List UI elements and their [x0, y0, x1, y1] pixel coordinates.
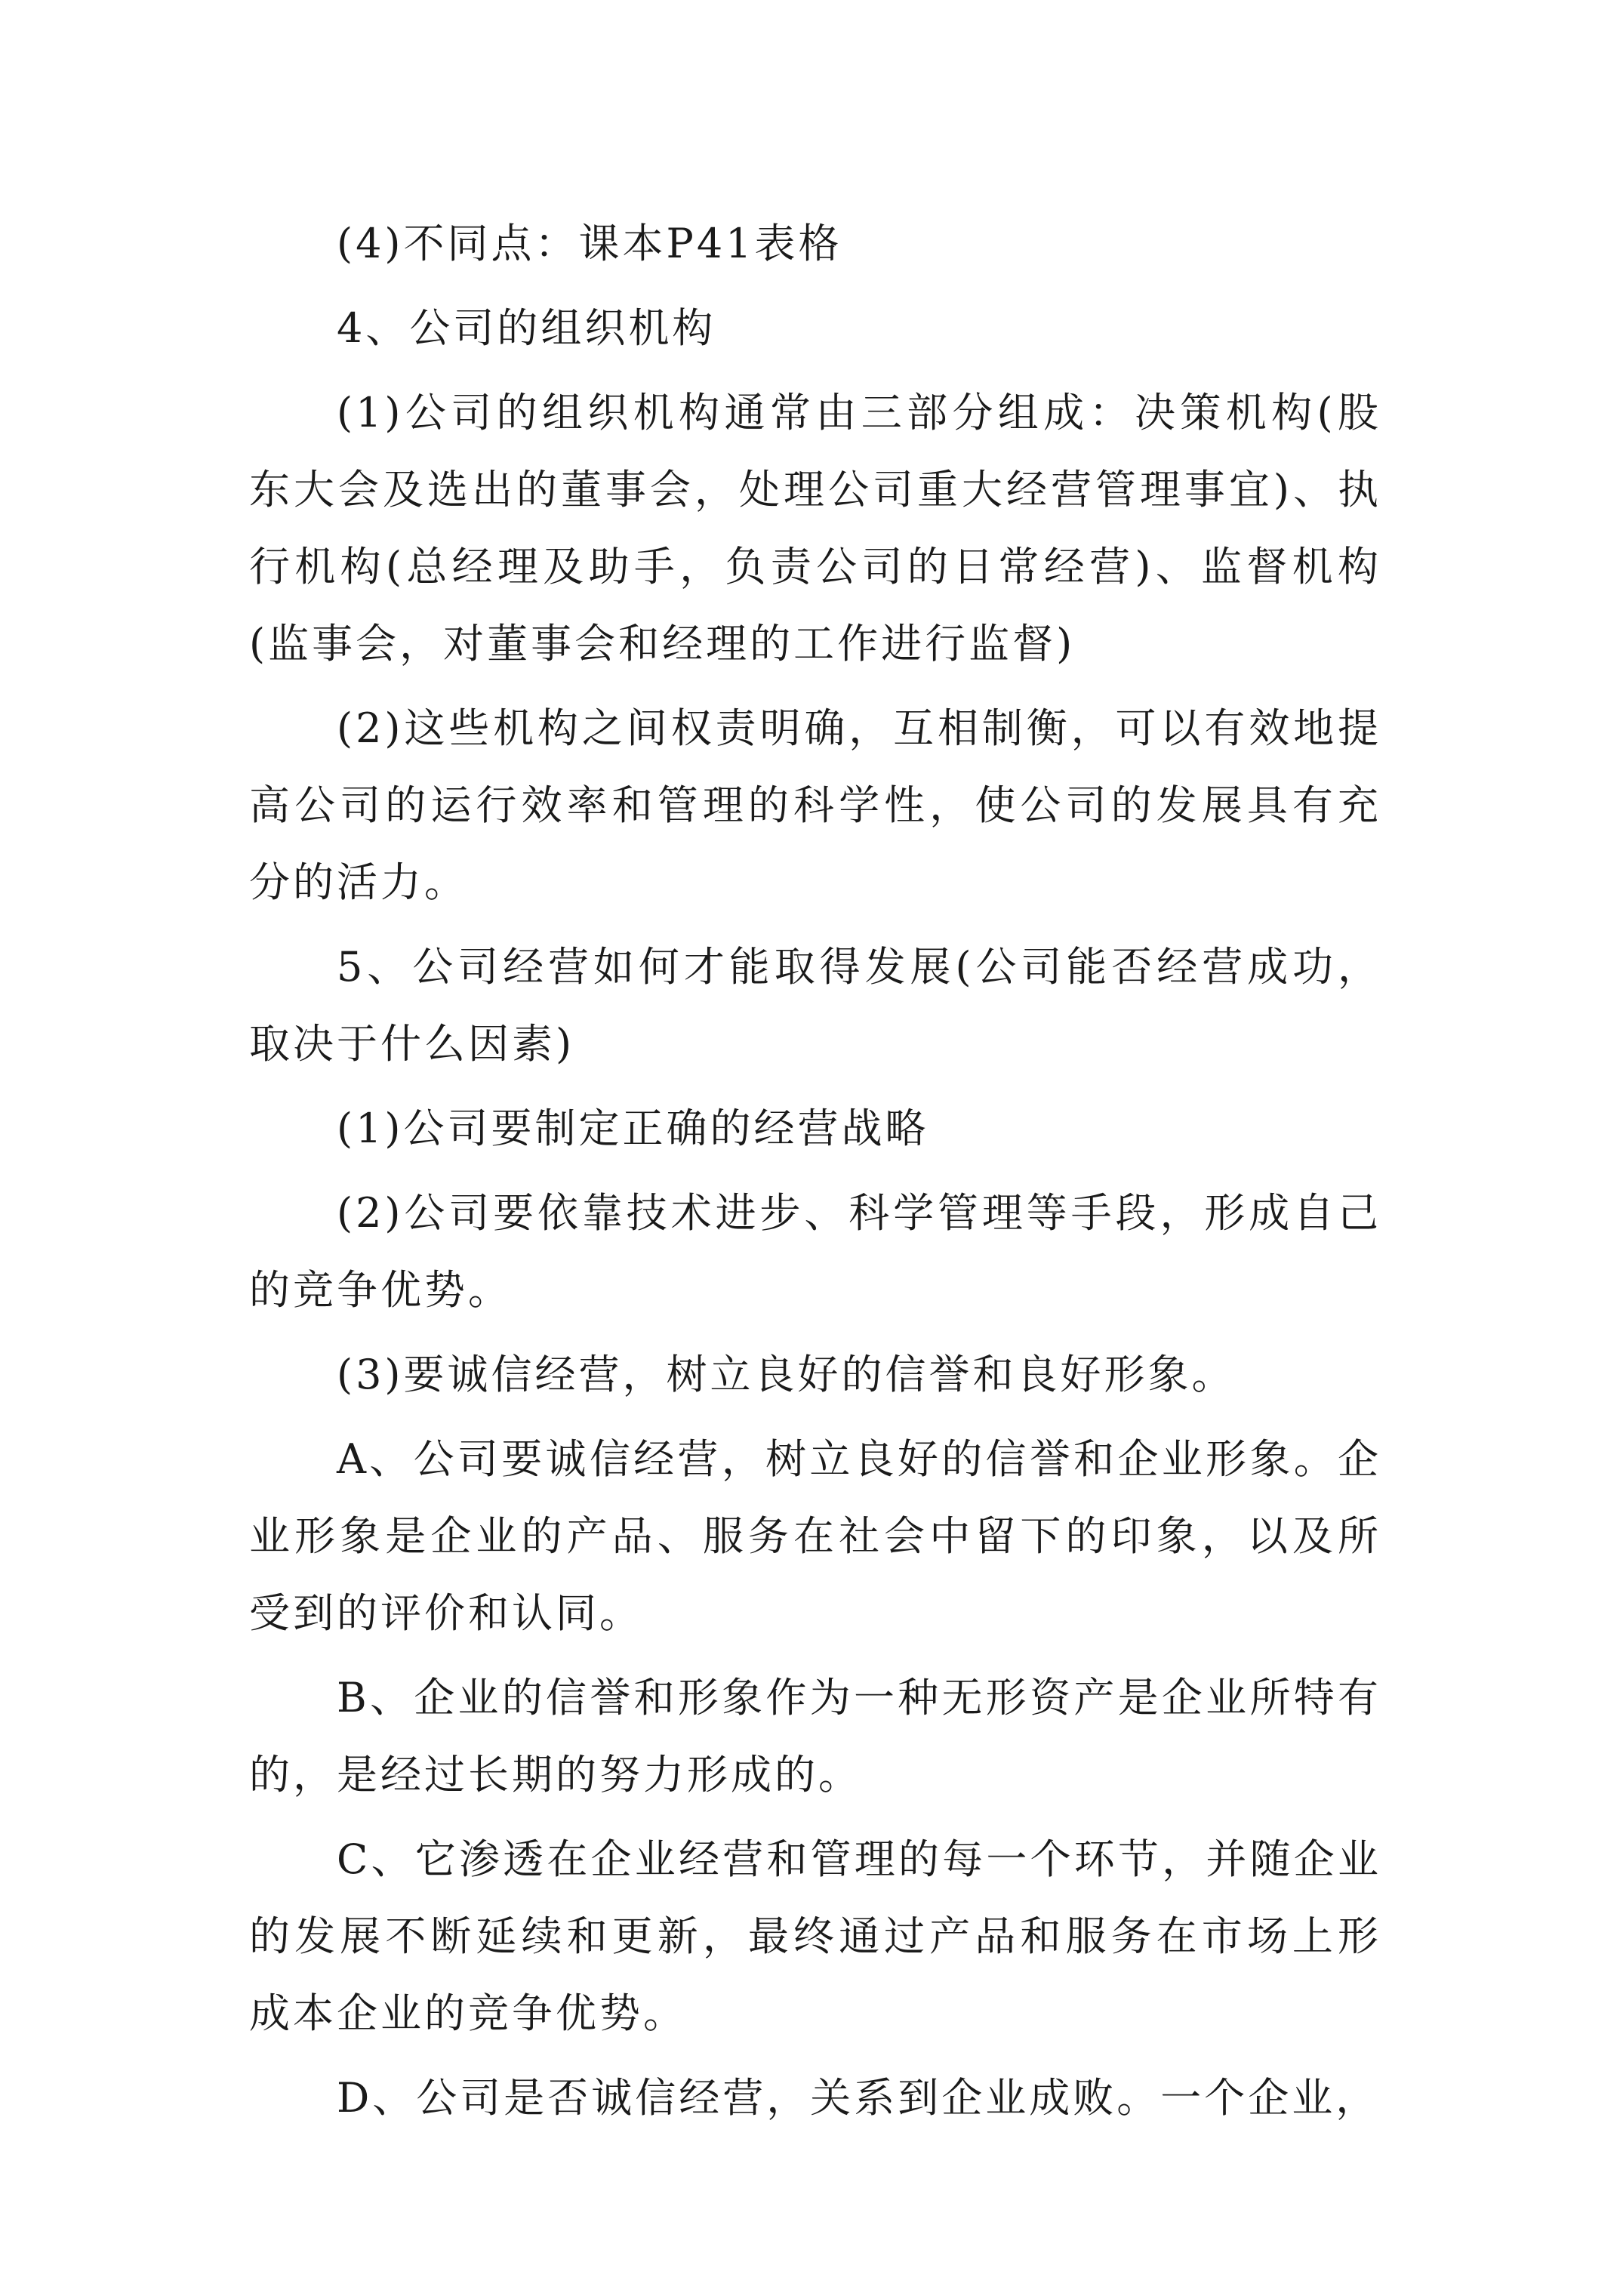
heading-company-development: 5、公司经营如何才能取得发展(公司能否经营成功，取决于什么因素): [249, 943, 1381, 1068]
paragraph-strategy: (1)公司要制定正确的经营战略: [337, 1105, 929, 1152]
paragraph-competitive-advantage: (2)公司要依靠技术进步、科学管理等手段，形成自己的竞争优势。: [249, 1189, 1381, 1314]
paragraph-c-penetration: C、它渗透在企业经营和管理的每一个环节，并随企业的发展不断延续和更新，最终通过产品和服务在市场上形成本企业的竞争优势。: [249, 1835, 1381, 2037]
paragraph-checks-balances: (2)这些机构之间权责明确，互相制衡，可以有效地提高公司的运行效率和管理的科学性，使公司的发展具有充分的活力。: [249, 704, 1381, 906]
paragraph-b-intangible-asset: B、企业的信誉和形象作为一种无形资产是企业所特有的，是经过长期的努力形成的。: [249, 1674, 1381, 1798]
paragraph-4-difference: (4)不同点：课本P41表格: [337, 220, 842, 267]
paragraph-integrity: (3)要诚信经营，树立良好的信誉和良好形象。: [337, 1351, 1236, 1398]
paragraph-organization-structure: (1)公司的组织机构通常由三部分组成：决策机构(股东大会及选出的董事会，处理公司重大经营管理事宜)、执行机构(总经理及助手，负责公司的日常经营)、监督机构(监事会，对董事会和经理的工作进行监督): [249, 389, 1381, 667]
heading-company-organization: 4、公司的组织机构: [337, 304, 716, 352]
paragraph-d-success: D、公司是否诚信经营，关系到企业成败。一个企业，: [337, 2074, 1380, 2122]
document-body: [249, 205, 1381, 2144]
paragraph-a-image: A、公司要诚信经营，树立良好的信誉和企业形象。企业形象是企业的产品、服务在社会中留下的印象，以及所受到的评价和认同。: [249, 1435, 1381, 1637]
